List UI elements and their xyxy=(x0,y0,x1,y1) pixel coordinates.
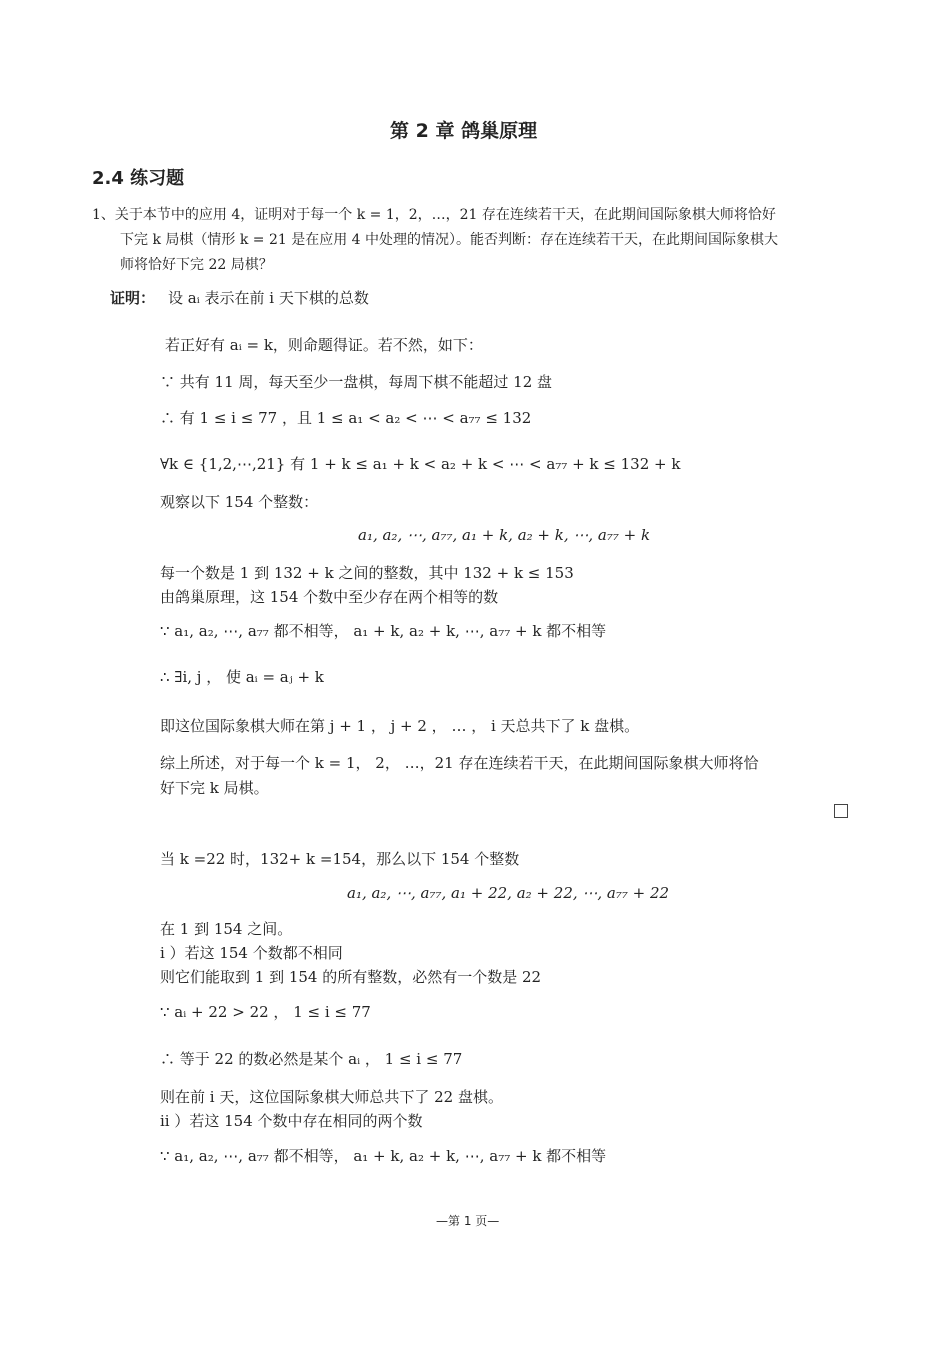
problem-line-3: 师将恰好下完 22 局棋？ xyxy=(120,257,273,273)
formula-sequence-22: a₁, a₂, ⋯, a₇₇, a₁ + 22, a₂ + 22, ⋯, a₇₇ + 22 xyxy=(347,884,670,902)
proof-line-16: 在 1 到 154 之间。 xyxy=(160,920,293,938)
proof-line-11: 即这位国际象棋大师在第 j + 1 ， j + 2 ， … ， i 天总共下了 k 盘棋。 xyxy=(160,717,640,735)
proof-line-20: ∴ 等于 22 的数必然是某个 aᵢ ， 1 ≤ i ≤ 77 xyxy=(160,1050,463,1068)
proof-line-2: ∵ 共有 11 周，每天至少一盘棋，每周下棋不能超过 12 盘 xyxy=(160,373,553,391)
proof-line-5: 观察以下 154 个整数： xyxy=(160,493,319,511)
proof-line-10: ∴ ∃i, j ， 使 aᵢ = aⱼ + k xyxy=(160,668,324,686)
proof-line-8: 由鸽巢原理，这 154 个数中至少存在两个相等的数 xyxy=(160,588,499,606)
section-title: 2.4 练习题 xyxy=(92,168,185,189)
proof-line-23: ∵ a₁, a₂, ⋯, a₇₇ 都不相等， a₁ + k, a₂ + k, ⋯, a₇₇ + k 都不相等 xyxy=(160,1147,607,1165)
proof-line-21: 则在前 i 天，这位国际象棋大师总共下了 22 盘棋。 xyxy=(160,1088,503,1106)
case-i-heading: i ）若这 154 个数都不相同 xyxy=(160,944,343,962)
problem-line-2: 下完 k 局棋（情形 k = 21 是在应用 4 中处理的情况）。能否判断：存在连续若干天，在此期间国际象棋大 xyxy=(120,232,779,248)
qed-square xyxy=(834,804,848,818)
proof-line-4: ∀k ∈ {1,2,⋯,21} 有 1 + k ≤ a₁ + k < a₂ + k < ⋯ < a₇₇ + k ≤ 132 + k xyxy=(160,455,681,473)
problem-line-1: 1、关于本节中的应用 4，证明对于每一个 k = 1，2，…，21 存在连续若干天，在此期间国际象棋大师将恰好 xyxy=(92,207,776,223)
proof-line-18: 则它们能取到 1 到 154 的所有整数，必然有一个数是 22 xyxy=(160,968,542,986)
chapter-title: 第 2 章 鸽巢原理 xyxy=(390,120,538,142)
proof-line-9: ∵ a₁, a₂, ⋯, a₇₇ 都不相等， a₁ + k, a₂ + k, ⋯, a₇₇ + k 都不相等 xyxy=(160,622,607,640)
proof-label: 证明： xyxy=(110,289,156,307)
proof-line-13: 好下完 k 局棋。 xyxy=(160,779,269,797)
proof-intro: 设 aᵢ 表示在前 i 天下棋的总数 xyxy=(168,289,369,307)
proof-line-14: 当 k =22 时，132+ k =154，那么以下 154 个整数 xyxy=(160,850,520,868)
proof-line-1: 若正好有 aᵢ = k，则命题得证。若不然，如下： xyxy=(165,336,483,354)
proof-line-19: ∵ aᵢ + 22 > 22 ， 1 ≤ i ≤ 77 xyxy=(160,1003,371,1021)
proof-line-7: 每一个数是 1 到 132 + k 之间的整数，其中 132 + k ≤ 153 xyxy=(160,564,574,582)
case-ii-heading: ii ）若这 154 个数中存在相同的两个数 xyxy=(160,1112,423,1130)
page-footer: —第 1 页— xyxy=(436,1214,500,1228)
formula-sequence-k: a₁, a₂, ⋯, a₇₇, a₁ + k, a₂ + k, ⋯, a₇₇ + k xyxy=(358,526,651,544)
proof-line-12: 综上所述，对于每一个 k = 1， 2， …，21 存在连续若干天，在此期间国际象棋大师将恰 xyxy=(160,754,759,772)
proof-line-3: ∴ 有 1 ≤ i ≤ 77 ，且 1 ≤ a₁ < a₂ < ⋯ < a₇₇ ≤ 132 xyxy=(160,409,532,427)
